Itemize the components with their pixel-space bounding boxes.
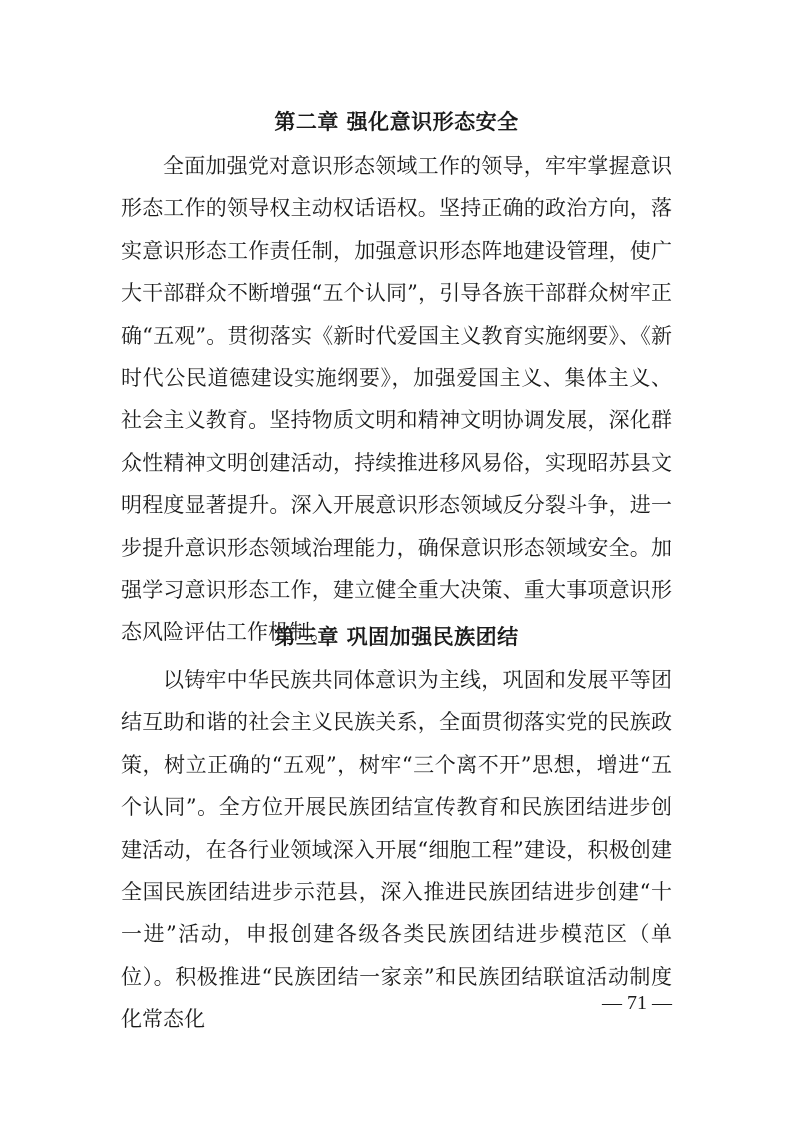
page-number: — 71 — bbox=[602, 992, 672, 1014]
chapter-2-heading: 第二章 强化意识形态安全 bbox=[274, 110, 519, 134]
chapter-3-paragraph: 以铸牢中华民族共同体意识为主线，巩固和发展平等团结互助和谐的社会主义民族关系，全面贯彻落实党的民族政策，树立正确的“五观”，树牢“三个离不开”思想，增进“五个认同”。全方位开展民族团结宣传教育和民族团结进步创建活动，在各行业领域深入开展“细胞工程”建设，积极创建全国民族团结进步示范县，深入推进民族团结进步创建“十一进”活动，申报创建各级各类民族团结进步模范区（单位）。积极推进“民族团结一家亲”和民族团结联谊活动制度化常态化 bbox=[121, 668, 672, 1032]
chapter-2-paragraph: 全面加强党对意识形态领域工作的领导，牢牢掌握意识形态工作的领导权主动权话语权。坚持正确的政治方向，落实意识形态工作责任制，加强意识形态阵地建设管理，使广大干部群众不断增强“五个认同”，引导各族干部群众树牢正确“五观”。贯彻落实《新时代爱国主义教育实施纲要》、《新时代公民道德建设实施纲要》，加强爱国主义、集体主义、社会主义教育。坚持物质文明和精神文明协调发展，深化群众性精神文明创建活动，持续推进移风易俗，实现昭苏县文明程度显著提升。深入开展意识形态领域反分裂斗争，进一步提升意识形态领域治理能力，确保意识形态领域安全。加强学习意识形态工作，建立健全重大决策、重大事项意识形态风险评估工作机制。 bbox=[121, 154, 672, 645]
chapter-3-heading: 第三章 巩固加强民族团结 bbox=[274, 625, 519, 649]
